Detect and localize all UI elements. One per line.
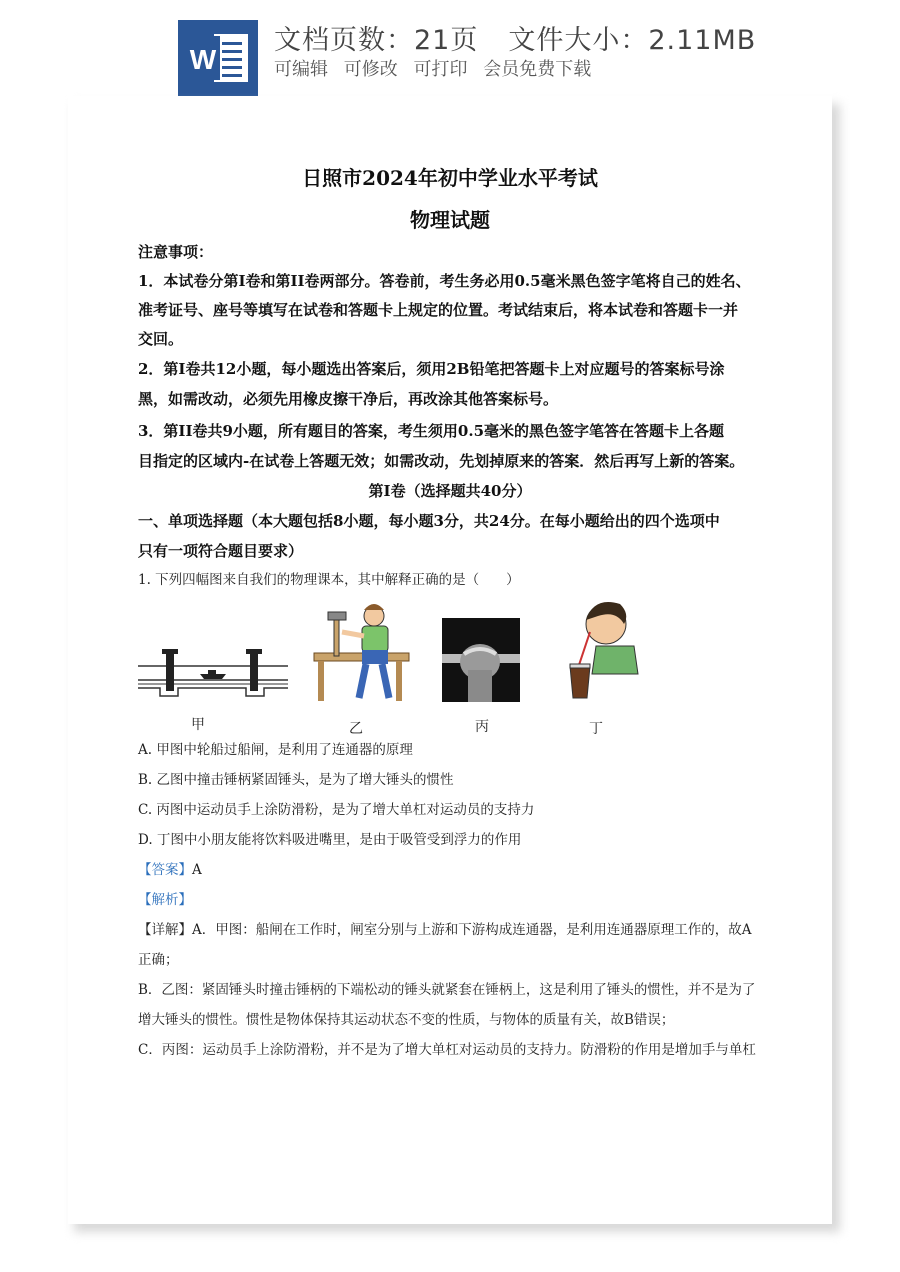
analysis-tag: 【解析】 (138, 892, 192, 908)
hammer-figure (304, 598, 414, 708)
notice-line: 准考证号、座号等填写在试卷和答题卡上规定的位置。考试结束后，将本试卷和答题卡一并 (138, 301, 739, 319)
answer-value: A (192, 862, 202, 878)
canal-lock-figure (138, 646, 288, 706)
notice-line: 1．本试卷分第I卷和第II卷两部分。答卷前，考生务必用0.5毫米黑色签字笔将自己的姓名、 (138, 272, 751, 290)
gymnast-hand-figure (442, 618, 520, 702)
notice-line: 黑，如需改动，必须先用橡皮擦干净后，再改涂其他答案标号。 (138, 390, 559, 408)
file-info (274, 18, 756, 57)
exam-title: 日照市2024年初中学业水平考试 (302, 166, 598, 190)
word-document-icon (178, 20, 258, 96)
option-c: C. 丙图中运动员手上涂防滑粉，是为了增大单杠对运动员的支持力 (138, 802, 535, 818)
svg-text:W: W (189, 44, 217, 75)
section-line: 只有一项符合题目要求） (138, 542, 304, 560)
figure-label-yi: 乙 (349, 721, 363, 737)
option-d: D. 丁图中小朋友能将饮料吸进嘴里，是由于吸管受到浮力的作用 (138, 832, 522, 848)
feature-modifiable: 可修改 (343, 59, 398, 80)
section-line: 一、单项选择题（本大题包括8小题，每小题3分，共24分。在每小题给出的四个选项中 (138, 512, 720, 530)
figure-label-bing: 丙 (475, 719, 489, 735)
download-banner (0, 0, 900, 100)
file-size: 文件大小：2.11MB (508, 25, 757, 56)
boy-straw-figure (568, 594, 648, 704)
feature-editable: 可编辑 (274, 59, 328, 80)
detail-line: 增大锤头的惯性。惯性是物体保持其运动状态不变的性质，与物体的质量有关，故B错误； (138, 1012, 675, 1028)
feature-printable: 可打印 (413, 59, 468, 80)
notice-line: 2．第I卷共12小题，每小题选出答案后，须用2B铅笔把答题卡上对应题号的答案标号涂 (138, 360, 725, 378)
part-heading: 第I卷（选择题共40分） (368, 482, 532, 500)
figure-label-ding: 丁 (589, 721, 603, 737)
option-a: A. 甲图中轮船过船闸，是利用了连通器的原理 (138, 742, 413, 758)
detail-line: C．丙图：运动员手上涂防滑粉，并不是为了增大单杠对运动员的支持力。防滑粉的作用是增加手与单杠 (138, 1042, 756, 1058)
exam-subtitle: 物理试题 (410, 208, 490, 232)
document-page (68, 96, 832, 1224)
question-stem: 1. 下列四幅图来自我们的物理课本，其中解释正确的是（ ） (138, 572, 520, 588)
detail-line: 【详解】A．甲图：船闸在工作时，闸室分别与上游和下游构成连通器，是利用连通器原理工作的，故A (138, 922, 752, 938)
feature-list (274, 55, 601, 81)
notice-line: 目指定的区域内-在试卷上答题无效；如需改动，先划掉原来的答案．然后再写上新的答案。 (138, 452, 745, 470)
notice-line: 交回。 (138, 330, 184, 348)
page-count: 文档页数：21页 (274, 25, 479, 56)
notice-heading: 注意事项： (138, 243, 214, 261)
figure-label-jia: 甲 (191, 717, 205, 733)
detail-line: 正确； (138, 952, 179, 968)
answer-tag: 【答案】 (138, 862, 192, 878)
detail-line: B．乙图：紧固锤头时撞击锤柄的下端松动的锤头就紧套在锤柄上，这是利用了锤头的惯性，并不是为了 (138, 982, 756, 998)
answer-line (138, 860, 768, 880)
option-b: B. 乙图中撞击锤柄紧固锤头，是为了增大锤头的惯性 (138, 772, 454, 788)
notice-line: 3．第II卷共9小题，所有题目的答案，考生须用0.5毫米的黑色签字笔答在答题卡上各题 (138, 422, 725, 440)
feature-member-download[interactable]: 会员免费下载 (483, 59, 592, 80)
